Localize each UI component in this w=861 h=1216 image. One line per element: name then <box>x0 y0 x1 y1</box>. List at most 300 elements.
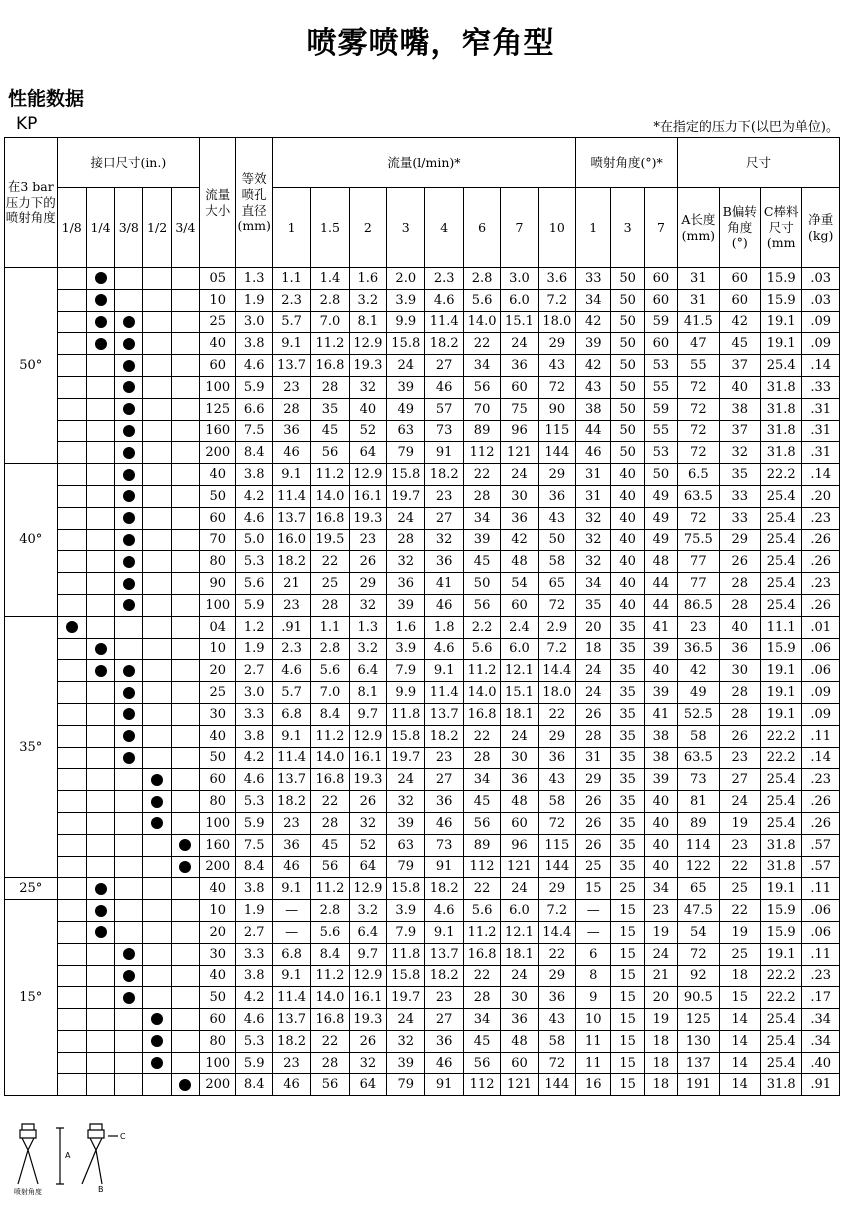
flow-cell: 39 <box>387 376 425 398</box>
spray-angle-cell: 40 <box>644 660 677 682</box>
header-spray-pressure: 7 <box>644 188 677 268</box>
flow-cell: 18.1 <box>501 703 538 725</box>
dim-b-cell: 42 <box>719 311 760 333</box>
flow-cell: 50 <box>538 529 575 551</box>
connection-cell <box>57 834 86 856</box>
flow-cell: 79 <box>387 442 425 464</box>
spray-angle-cell: 40 <box>611 594 644 616</box>
flow-cell: 32 <box>349 1052 386 1074</box>
connection-cell <box>143 420 171 442</box>
flow-cell: 36 <box>538 747 575 769</box>
weight-cell: .57 <box>802 834 840 856</box>
spray-angle-cell: 50 <box>611 355 644 377</box>
spray-angle-cell: 50 <box>611 311 644 333</box>
weight-cell: .26 <box>802 791 840 813</box>
orifice-cell: 5.9 <box>236 594 272 616</box>
row-group-angle: 35° <box>5 616 58 878</box>
connection-cell <box>115 856 143 878</box>
table-row <box>5 398 840 420</box>
flow-cell: 46 <box>425 376 463 398</box>
orifice-cell: 2.7 <box>236 660 272 682</box>
flow-cell: 13.7 <box>272 355 310 377</box>
flow-cell: 52 <box>349 834 386 856</box>
spray-angle-cell: 39 <box>644 682 677 704</box>
flow-cell: 22 <box>463 333 500 355</box>
spray-angle-cell: 15 <box>611 1009 644 1031</box>
spray-angle-cell: 15 <box>611 965 644 987</box>
spray-angle-cell: 49 <box>644 485 677 507</box>
dim-b-cell: 15 <box>719 987 760 1009</box>
table-row <box>5 791 840 813</box>
flow-cell: 3.0 <box>501 268 538 290</box>
table-row <box>5 682 840 704</box>
available-dot-icon <box>123 316 135 328</box>
spray-angle-cell: 6 <box>576 943 611 965</box>
orifice-cell: 3.0 <box>236 311 272 333</box>
flow-cell: 23 <box>272 376 310 398</box>
spray-angle-cell: 21 <box>644 965 677 987</box>
dim-b-cell: 24 <box>719 791 760 813</box>
flow-cell: 50 <box>463 573 500 595</box>
flow-cell: 1.6 <box>387 616 425 638</box>
spray-angle-cell: — <box>576 900 611 922</box>
dim-c-cell: 22.2 <box>760 747 801 769</box>
flow-cell: 13.7 <box>425 703 463 725</box>
connection-cell <box>86 943 114 965</box>
spray-angle-cell: 35 <box>611 616 644 638</box>
dim-c-cell: 31.8 <box>760 442 801 464</box>
flow-cell: 28 <box>311 594 349 616</box>
flow-cell: 32 <box>349 376 386 398</box>
connection-cell <box>86 268 114 290</box>
weight-cell: .23 <box>802 507 840 529</box>
flow-cell: 11.4 <box>272 747 310 769</box>
available-dot-icon <box>95 883 107 895</box>
dim-a-cell: 49 <box>678 682 719 704</box>
connection-cell <box>86 616 114 638</box>
flow-cell: 12.1 <box>501 660 538 682</box>
flow-cell: 121 <box>501 442 538 464</box>
flow-cell: 18.2 <box>425 878 463 900</box>
flow-size-cell: 100 <box>200 1052 236 1074</box>
spray-angle-cell: — <box>576 921 611 943</box>
flow-cell: 46 <box>272 1074 310 1096</box>
flow-cell: 15.8 <box>387 878 425 900</box>
weight-cell: .11 <box>802 725 840 747</box>
connection-cell <box>143 965 171 987</box>
flow-cell: 15.8 <box>387 725 425 747</box>
connection-cell <box>57 856 86 878</box>
flow-cell: 3.2 <box>349 900 386 922</box>
available-dot-icon <box>95 316 107 328</box>
header-dim-b: B偏转角度(°) <box>719 188 760 268</box>
flow-cell: 90 <box>538 398 575 420</box>
flow-cell: 13.7 <box>272 1009 310 1031</box>
flow-cell: 16.8 <box>311 1009 349 1031</box>
spray-angle-cell: 25 <box>611 878 644 900</box>
spray-angle-cell: 32 <box>576 551 611 573</box>
weight-cell: .23 <box>802 769 840 791</box>
available-dot-icon <box>179 1079 191 1091</box>
flow-size-cell: 70 <box>200 529 236 551</box>
flow-cell: 22 <box>463 965 500 987</box>
connection-cell <box>171 943 199 965</box>
flow-cell: 19.7 <box>387 987 425 1009</box>
table-row <box>5 703 840 725</box>
connection-cell <box>115 638 143 660</box>
dim-a-cell: 73 <box>678 769 719 791</box>
dim-a-cell: 90.5 <box>678 987 719 1009</box>
flow-cell: 24 <box>387 1009 425 1031</box>
flow-cell: 63 <box>387 834 425 856</box>
flow-cell: 22 <box>311 791 349 813</box>
orifice-cell: 8.4 <box>236 442 272 464</box>
connection-cell <box>143 268 171 290</box>
spray-angle-cell: 31 <box>576 464 611 486</box>
flow-cell: 7.0 <box>311 311 349 333</box>
flow-cell: 23 <box>272 594 310 616</box>
connection-cell <box>86 442 114 464</box>
dim-b-cell: 37 <box>719 355 760 377</box>
weight-cell: .14 <box>802 747 840 769</box>
connection-cell <box>115 965 143 987</box>
flow-cell: 2.2 <box>463 616 500 638</box>
flow-size-cell: 200 <box>200 442 236 464</box>
flow-cell: 19.3 <box>349 769 386 791</box>
connection-cell <box>115 529 143 551</box>
dim-a-cell: 72 <box>678 943 719 965</box>
dim-b-cell: 28 <box>719 682 760 704</box>
flow-cell: 5.6 <box>463 289 500 311</box>
flow-cell: 36 <box>387 573 425 595</box>
flow-size-cell: 200 <box>200 856 236 878</box>
orifice-cell: 4.2 <box>236 747 272 769</box>
weight-cell: .26 <box>802 812 840 834</box>
spray-angle-cell: 38 <box>644 747 677 769</box>
connection-cell <box>115 834 143 856</box>
available-dot-icon <box>123 687 135 699</box>
flow-size-cell: 30 <box>200 943 236 965</box>
flow-cell: 36 <box>425 551 463 573</box>
orifice-cell: 5.9 <box>236 376 272 398</box>
connection-cell <box>115 682 143 704</box>
flow-cell: 40 <box>349 398 386 420</box>
dim-b-cell: 22 <box>719 856 760 878</box>
connection-cell <box>57 289 86 311</box>
dim-c-cell: 19.1 <box>760 943 801 965</box>
available-dot-icon <box>123 403 135 415</box>
flow-cell: 22 <box>538 703 575 725</box>
connection-cell <box>143 878 171 900</box>
flow-cell: 56 <box>463 594 500 616</box>
connection-cell <box>86 355 114 377</box>
flow-cell: 22 <box>463 464 500 486</box>
flow-size-cell: 100 <box>200 594 236 616</box>
flow-cell: 48 <box>501 551 538 573</box>
connection-cell <box>143 1009 171 1031</box>
orifice-cell: 5.3 <box>236 1030 272 1052</box>
spray-angle-cell: 59 <box>644 311 677 333</box>
flow-cell: 43 <box>538 1009 575 1031</box>
dim-b-cell: 33 <box>719 485 760 507</box>
connection-cell <box>171 682 199 704</box>
dim-c-cell: 15.9 <box>760 921 801 943</box>
weight-cell: .17 <box>802 987 840 1009</box>
dim-c-cell: 31.8 <box>760 1074 801 1096</box>
dim-c-cell: 22.2 <box>760 725 801 747</box>
spray-angle-cell: 31 <box>576 485 611 507</box>
connection-cell <box>57 638 86 660</box>
flow-cell: 15.8 <box>387 333 425 355</box>
flow-size-cell: 40 <box>200 965 236 987</box>
flow-cell: 29 <box>538 965 575 987</box>
flow-cell: 2.0 <box>387 268 425 290</box>
dim-b-cell: 28 <box>719 594 760 616</box>
dim-a-cell: 31 <box>678 268 719 290</box>
flow-cell: 2.4 <box>501 616 538 638</box>
flow-size-cell: 50 <box>200 987 236 1009</box>
connection-cell <box>57 987 86 1009</box>
flow-cell: 28 <box>311 1052 349 1074</box>
flow-size-cell: 80 <box>200 791 236 813</box>
connection-cell <box>171 856 199 878</box>
header-spray-pressure: 1 <box>576 188 611 268</box>
orifice-cell: 3.8 <box>236 333 272 355</box>
spray-angle-cell: 34 <box>576 289 611 311</box>
weight-cell: .57 <box>802 856 840 878</box>
flow-cell: 26 <box>349 1030 386 1052</box>
flow-cell: 72 <box>538 812 575 834</box>
orifice-cell: 4.2 <box>236 485 272 507</box>
dim-b-cell: 19 <box>719 812 760 834</box>
spray-angle-cell: 15 <box>611 943 644 965</box>
dim-b-label: B <box>98 1185 104 1194</box>
flow-cell: 11.4 <box>272 485 310 507</box>
spray-angle-cell: 28 <box>576 725 611 747</box>
weight-cell: .34 <box>802 1030 840 1052</box>
connection-cell <box>171 769 199 791</box>
flow-cell: 3.9 <box>387 289 425 311</box>
connection-cell <box>171 311 199 333</box>
connection-cell <box>86 900 114 922</box>
connection-cell <box>143 616 171 638</box>
flow-size-cell: 10 <box>200 289 236 311</box>
flow-cell: 24 <box>387 507 425 529</box>
spray-angle-cell: 24 <box>644 943 677 965</box>
flow-size-cell: 100 <box>200 812 236 834</box>
table-row <box>5 268 840 290</box>
available-dot-icon <box>123 556 135 568</box>
weight-cell: .31 <box>802 442 840 464</box>
connection-cell <box>57 878 86 900</box>
connection-cell <box>143 485 171 507</box>
connection-cell <box>171 791 199 813</box>
connection-cell <box>86 769 114 791</box>
connection-cell <box>86 965 114 987</box>
spray-angle-cell: 40 <box>611 551 644 573</box>
connection-cell <box>86 573 114 595</box>
orifice-cell: 4.2 <box>236 987 272 1009</box>
connection-cell <box>57 747 86 769</box>
flow-cell: 7.2 <box>538 638 575 660</box>
flow-cell: 1.6 <box>349 268 386 290</box>
available-dot-icon <box>95 905 107 917</box>
connection-cell <box>171 1030 199 1052</box>
flow-cell: 46 <box>272 442 310 464</box>
flow-cell: 32 <box>387 551 425 573</box>
flow-cell: 36 <box>538 987 575 1009</box>
flow-cell: 29 <box>538 464 575 486</box>
available-dot-icon <box>123 381 135 393</box>
available-dot-icon <box>123 534 135 546</box>
table-row <box>5 812 840 834</box>
table-row <box>5 616 840 638</box>
flow-cell: 14.0 <box>311 747 349 769</box>
connection-cell <box>86 594 114 616</box>
available-dot-icon <box>95 294 107 306</box>
flow-cell: 19.3 <box>349 1009 386 1031</box>
header-dim-a: A长度(mm) <box>678 188 719 268</box>
connection-cell <box>143 725 171 747</box>
spray-angle-cell: 35 <box>611 834 644 856</box>
connection-cell <box>57 1030 86 1052</box>
spray-angle-cell: 20 <box>576 616 611 638</box>
connection-cell <box>115 420 143 442</box>
weight-cell: .23 <box>802 573 840 595</box>
connection-cell <box>57 442 86 464</box>
connection-cell <box>115 398 143 420</box>
flow-size-cell: 60 <box>200 769 236 791</box>
flow-cell: 30 <box>501 747 538 769</box>
flow-cell: 3.6 <box>538 268 575 290</box>
spray-angle-cell: 55 <box>644 376 677 398</box>
connection-cell <box>171 485 199 507</box>
flow-cell: 28 <box>463 485 500 507</box>
connection-cell <box>57 485 86 507</box>
connection-cell <box>86 791 114 813</box>
spray-angle-cell: 35 <box>611 791 644 813</box>
spray-angle-cell: 55 <box>644 420 677 442</box>
flow-size-cell: 160 <box>200 420 236 442</box>
dim-c-cell: 25.4 <box>760 485 801 507</box>
connection-cell <box>143 355 171 377</box>
spray-angle-cell: 35 <box>611 856 644 878</box>
spray-angle-cell: 32 <box>576 507 611 529</box>
table-row <box>5 1009 840 1031</box>
connection-cell <box>143 1052 171 1074</box>
flow-cell: 2.3 <box>272 638 310 660</box>
flow-cell: 60 <box>501 594 538 616</box>
dim-a-label: A <box>65 1151 71 1160</box>
dim-a-cell: 77 <box>678 551 719 573</box>
flow-cell: 15.8 <box>387 965 425 987</box>
flow-cell: 56 <box>311 1074 349 1096</box>
dim-b-cell: 35 <box>719 464 760 486</box>
spray-angle-cell: 40 <box>611 573 644 595</box>
flow-cell: 4.6 <box>425 638 463 660</box>
spray-angle-cell: 42 <box>576 311 611 333</box>
flow-cell: 6.4 <box>349 921 386 943</box>
weight-cell: .06 <box>802 900 840 922</box>
dim-c-cell: 25.4 <box>760 1030 801 1052</box>
available-dot-icon <box>123 665 135 677</box>
orifice-cell: 1.3 <box>236 268 272 290</box>
flow-cell: 5.7 <box>272 311 310 333</box>
flow-cell: 144 <box>538 442 575 464</box>
flow-cell: 18.2 <box>425 725 463 747</box>
flow-cell: 91 <box>425 442 463 464</box>
flow-cell: 29 <box>538 333 575 355</box>
available-dot-icon <box>95 926 107 938</box>
dim-a-cell: 31 <box>678 289 719 311</box>
connection-cell <box>57 769 86 791</box>
flow-size-cell: 20 <box>200 921 236 943</box>
dim-c-cell: 25.4 <box>760 551 801 573</box>
pressure-note: *在指定的压力下(以巴为单位)。 <box>653 120 839 135</box>
flow-cell: 24 <box>501 878 538 900</box>
connection-cell <box>86 311 114 333</box>
weight-cell: .31 <box>802 398 840 420</box>
connection-cell <box>115 311 143 333</box>
dim-c-cell: 25.4 <box>760 507 801 529</box>
flow-cell: 3.9 <box>387 900 425 922</box>
flow-cell: 29 <box>538 725 575 747</box>
connection-cell <box>143 1030 171 1052</box>
spray-angle-cell: 40 <box>644 812 677 834</box>
connection-cell <box>86 682 114 704</box>
flow-cell: 58 <box>538 551 575 573</box>
orifice-cell: 3.8 <box>236 965 272 987</box>
connection-cell <box>57 551 86 573</box>
flow-cell: 6.0 <box>501 900 538 922</box>
flow-cell: 54 <box>501 573 538 595</box>
connection-cell <box>143 1074 171 1096</box>
spray-angle-cell: 59 <box>644 398 677 420</box>
orifice-cell: 3.0 <box>236 682 272 704</box>
spray-angle-cell: 60 <box>644 268 677 290</box>
table-row <box>5 529 840 551</box>
connection-cell <box>171 398 199 420</box>
flow-cell: 5.7 <box>272 682 310 704</box>
flow-cell: 96 <box>501 834 538 856</box>
available-dot-icon <box>123 512 135 524</box>
spray-angle-cell: 24 <box>576 682 611 704</box>
dim-b-cell: 22 <box>719 900 760 922</box>
header-flow-pressure: 1.5 <box>311 188 349 268</box>
spray-angle-cell: 16 <box>576 1074 611 1096</box>
flow-cell: 6.4 <box>349 660 386 682</box>
flow-cell: 7.9 <box>387 660 425 682</box>
flow-cell: 58 <box>538 791 575 813</box>
connection-cell <box>143 791 171 813</box>
weight-cell: .03 <box>802 268 840 290</box>
flow-cell: 3.2 <box>349 638 386 660</box>
flow-cell: 64 <box>349 856 386 878</box>
flow-size-cell: 40 <box>200 464 236 486</box>
connection-cell <box>143 660 171 682</box>
flow-size-cell: 60 <box>200 507 236 529</box>
weight-cell: .26 <box>802 529 840 551</box>
connection-cell <box>115 376 143 398</box>
flow-cell: 27 <box>425 1009 463 1031</box>
flow-cell: 9.1 <box>425 660 463 682</box>
header-conn-size: 1/2 <box>143 188 171 268</box>
flow-cell: 32 <box>349 594 386 616</box>
flow-cell: 46 <box>425 594 463 616</box>
connection-cell <box>86 1052 114 1074</box>
dim-c-cell: 25.4 <box>760 355 801 377</box>
spray-angle-cell: 50 <box>611 420 644 442</box>
